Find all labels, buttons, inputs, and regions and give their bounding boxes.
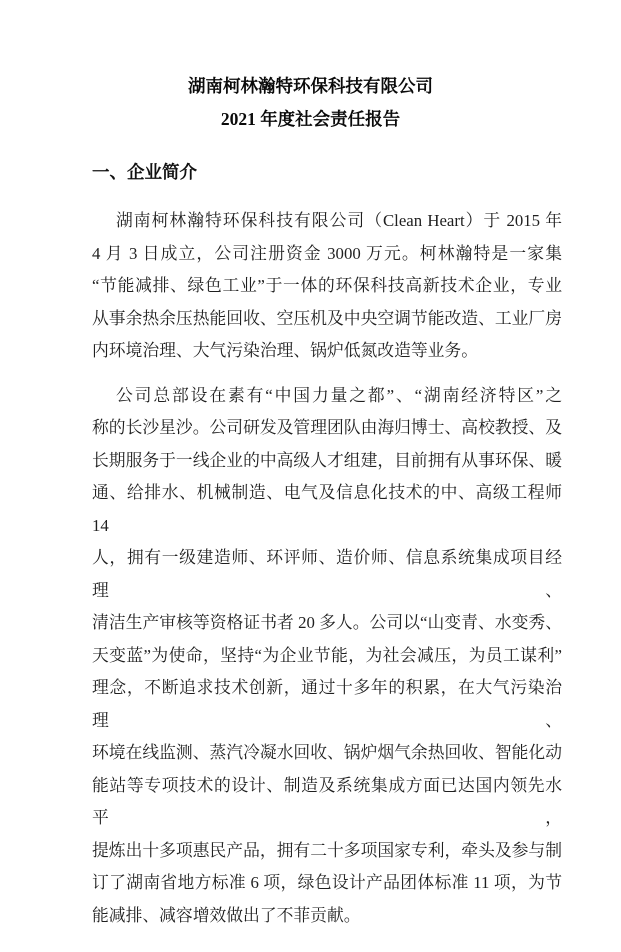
text-line: 湖南柯林瀚特环保科技有限公司（Clean Heart）于 2015 年 xyxy=(116,211,562,230)
text-line: 通、给排水、机械制造、电气及信息化技术的中、高级工程师 14 xyxy=(92,483,562,535)
text-line: 清洁生产审核等资格证书者 20 多人。公司以“山变青、水变秀、 xyxy=(92,613,562,632)
text-line: 长期服务于一线企业的中高级人才组建，目前拥有从事环保、暖 xyxy=(92,450,562,470)
text-line: 4 月 3 日成立，公司注册资金 3000 万元。柯林瀚特是一家集 xyxy=(92,243,562,263)
text-line: 提炼出十多项惠民产品，拥有二十多项国家专利，牵头及参与制 xyxy=(92,840,562,860)
text-line: 内环境治理、大气污染治理、锅炉低氮改造等业务。 xyxy=(92,341,478,360)
section-heading: 一、企业简介 xyxy=(92,162,197,182)
body-paragraph xyxy=(92,380,562,933)
body-paragraph xyxy=(92,205,562,368)
text-line: 人，拥有一级建造师、环评师、造价师、信息系统集成项目经理、 xyxy=(92,548,562,600)
text-line: 能减排、减容增效做出了不菲贡献。 xyxy=(92,905,361,925)
text-line: 天变蓝”为使命，坚持“为企业节能，为社会减压，为员工谋利” xyxy=(92,645,562,665)
company-title: 湖南柯林瀚特环保科技有限公司 xyxy=(188,76,433,96)
document-page xyxy=(0,74,621,952)
report-title: 2021 年度社会责任报告 xyxy=(220,109,401,129)
text-line: 从事余热余压热能回收、空压机及中央空调节能改造、工业厂房 xyxy=(92,308,562,328)
paragraphs-container xyxy=(0,205,621,932)
text-line: 理念，不断追求技术创新，通过十多年的积累，在大气污染治理、 xyxy=(92,678,562,730)
text-line: 订了湖南省地方标准 6 项，绿色设计产品团体标准 11 项，为节 xyxy=(92,873,562,892)
text-line: 称的长沙星沙。公司研发及管理团队由海归博士、高校教授、及 xyxy=(92,418,562,437)
text-line: 环境在线监测、蒸汽冷凝水回收、锅炉烟气余热回收、智能化动 xyxy=(92,743,562,762)
text-line: 公司总部设在素有“中国力量之都”、“湖南经济特区”之 xyxy=(116,385,562,405)
text-line: 能站等专项技术的设计、制造及系统集成方面已达国内领先水平， xyxy=(92,775,562,827)
text-line: “节能减排、绿色工业”于一体的环保科技高新技术企业，专业 xyxy=(92,276,562,295)
